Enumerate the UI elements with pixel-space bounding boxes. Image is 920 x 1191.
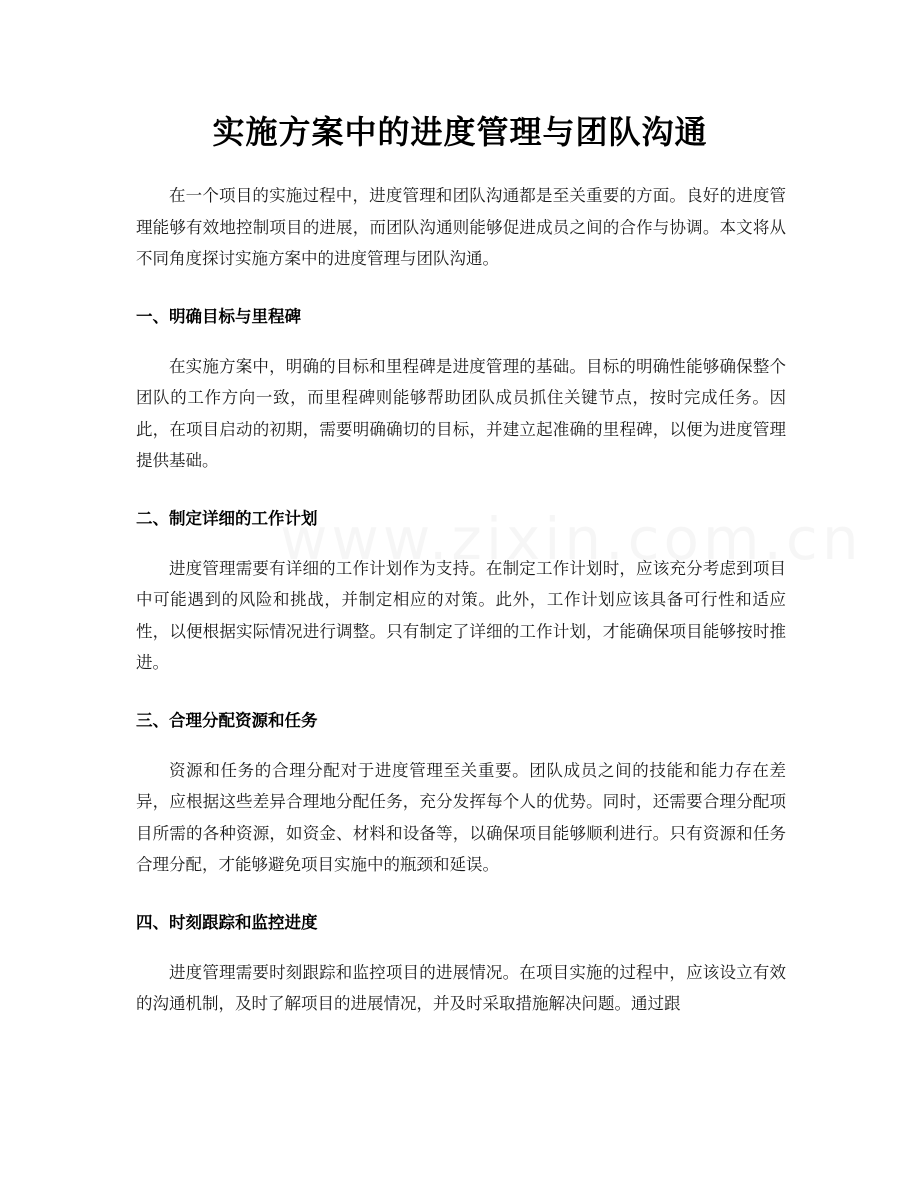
- document-body: [136, 180, 786, 1020]
- section-heading-4: 四、时刻跟踪和监控进度: [136, 912, 318, 932]
- section-heading-2: 二、制定详细的工作计划: [136, 508, 318, 528]
- section-body-4: 进度管理需要时刻跟踪和监控项目的进展情况。在项目实施的过程中，应该设立有效的沟通机制，及时了解项目的进展情况，并及时采取措施解决问题。通过跟: [136, 962, 786, 1013]
- section-body-3: 资源和任务的合理分配对于进度管理至关重要。团队成员之间的技能和能力存在差异，应根据这些差异合理地分配任务，充分发挥每个人的优势。同时，还需要合理分配项目所需的各种资源，如资金、材料和设备等，以确保项目能够顺利进行。只有资源和任务合理分配，才能够避免项目实施中的瓶颈和延误。: [136, 760, 786, 874]
- section-heading-3: 三、合理分配资源和任务: [136, 710, 318, 730]
- page-title: 实施方案中的进度管理与团队沟通: [212, 113, 708, 151]
- section-heading-1: 一、明确目标与里程碑: [136, 306, 301, 326]
- section-body-2: 进度管理需要有详细的工作计划作为支持。在制定工作计划时，应该充分考虑到项目中可能遇到的风险和挑战，并制定相应的对策。此外，工作计划应该具备可行性和适应性，以便根据实际情况进行调整。只有制定了详细的工作计划，才能确保项目能够按时推进。: [136, 558, 786, 672]
- intro-paragraph: 在一个项目的实施过程中，进度管理和团队沟通都是至关重要的方面。良好的进度管理能够有效地控制项目的进展，而团队沟通则能够促进成员之间的合作与协调。本文将从不同角度探讨实施方案中的进度管理与团队沟通。: [136, 186, 786, 268]
- section-body-1: 在实施方案中，明确的目标和里程碑是进度管理的基础。目标的明确性能够确保整个团队的工作方向一致，而里程碑则能够帮助团队成员抓住关键节点，按时完成任务。因此，在项目启动的初期，需要明确确切的目标，并建立起准确的里程碑，以便为进度管理提供基础。: [136, 356, 786, 470]
